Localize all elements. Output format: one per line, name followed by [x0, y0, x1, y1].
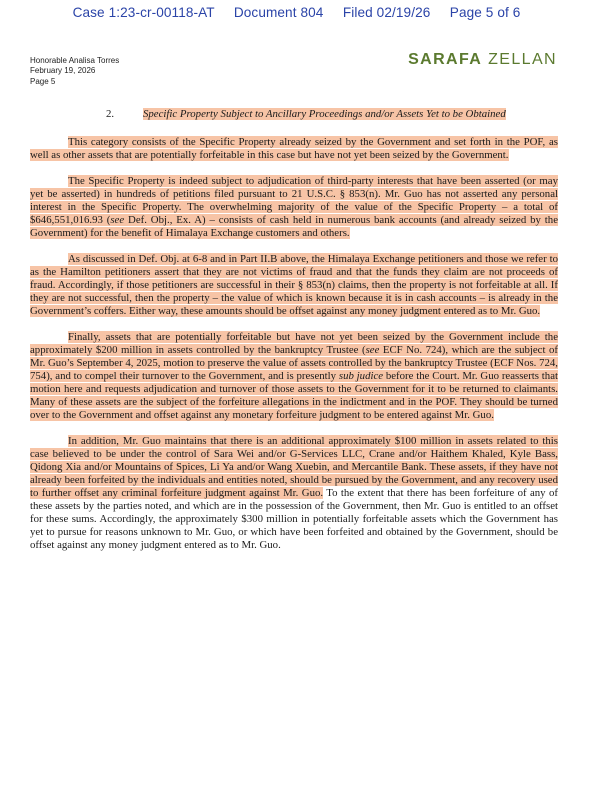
body-paragraph: [30, 175, 558, 240]
paragraphs: [30, 136, 558, 552]
highlighted-text: This category consists of the Specific Property already seized by the Government and set forth in the POF, as well as other assets that are potentially forfeitable in this case but have not yet been seized by the Government.: [30, 136, 558, 161]
logo-part-1: SARAFA: [408, 51, 483, 68]
body-paragraph: [30, 435, 558, 552]
addressee: Honorable Analisa Torres: [30, 56, 120, 65]
section-title: Specific Property Subject to Ancillary Proceedings and/or Assets Yet to be Obtained: [143, 108, 506, 120]
highlighted-text: see: [365, 344, 380, 356]
ecf-filing-header: Case 1:23-cr-00118-AT Document 804 Filed 02/19/26 Page 5 of 6: [72, 5, 521, 20]
section-number: 2.: [106, 108, 115, 120]
highlighted-text: Finally, assets that are potentially forfeitable but have not yet been seized by the Government include the approximately $200 million in assets controlled by the bankruptcy Trustee (: [30, 331, 558, 356]
body-paragraph: [30, 136, 558, 162]
body-paragraph: [30, 331, 558, 422]
highlighted-text: As discussed in Def. Obj. at 6-8 and in Part II.B above, the Himalaya Exchange petitioners and those we refer to as the Hamilton petitioners assert that they are not victims of fraud and that the funds they claim are not proceeds of fraud. Accordingly, if those petitioners are successful in their § 853(n) claims, then the property is not forfeitable at all. If they are not successful, then the property – the value of which is known because it is in cash accounts – is already in the Government’s coffers. Either way, these amounts should be offset against any money judgment entered as to Mr. Guo.: [30, 253, 558, 317]
letter-date: February 19, 2026: [30, 66, 96, 76]
firm-logo: [408, 51, 557, 69]
text-run: To the extent that there has been forfeiture of any of these assets by the parties noted, and which are in the possession of the Government, then Mr. Guo is entitled to an offset for these sums. Accordingly, the approximately $300 million in potentially forfeitable assets which the Government has yet to pursue for reasons unknown to Mr. Guo, or which have been forfeited and obtained by the Government, should be offset against any money judgment entered as to Mr. Guo.: [30, 487, 558, 551]
page-label: Page 5: [30, 76, 56, 86]
highlighted-text: In addition, Mr. Guo maintains that there is an additional approximately $100 million in assets related to this case believed to be under the control of Sara Wei and/or G-Services LLC, Crane and/or Haithem Khaled, Kyle Bass, Qidong Xia and/or Mountains of Spices, Li Ya and/or Wang Xuebin, and Mercantile Bank. These assets, if they have not already been forfeited by the individuals and entities noted, should be pursued by the Government, and any recovery used to further offset any criminal forfeiture judgment against Mr. Guo.: [30, 435, 558, 499]
letter-body: [30, 108, 558, 565]
highlighted-text: Def. Obj., Ex. A) – consists of cash held in numerous bank accounts (and already seized by the Government) for the benefit of Himalaya Exchange customers and others.: [30, 214, 558, 239]
highlighted-text: ECF No. 724), which are the subject of Mr. Guo’s September 4, 2025, motion to preserve the value of assets controlled by the bankruptcy Trustee (ECF Nos. 724, 754), and to compel their turnover to the Government, and is presently: [30, 344, 558, 382]
highlighted-text: before the Court. Mr. Guo reasserts that motion here and requests adjudication and turnover of those assets to the Government for it to be returned to claimants. Many of these assets are the subject of the forfeiture allegations in the indictment and in the POF. They should be turned over to the Government and offset against any monetary forfeiture judgment to be entered against Mr. Guo.: [30, 370, 558, 421]
highlighted-text: The Specific Property is indeed subject to adjudication of third-party interests that have been asserted (or may yet be asserted) in hundreds of petitions filed pursuant to 21 U.S.C. § 853(n). Mr. Guo has not asserted any personal interest in the Specific Property. The overwhelming majority of the value of the Specific Property – a total of $646,551,016.93 (: [30, 175, 558, 226]
highlighted-text: see: [110, 214, 125, 226]
body-paragraph: [30, 253, 558, 318]
highlighted-text: sub judice: [338, 370, 384, 382]
section-heading: [30, 108, 558, 121]
logo-part-2: ZELLAN: [488, 51, 557, 68]
letterhead-block: [30, 56, 119, 87]
